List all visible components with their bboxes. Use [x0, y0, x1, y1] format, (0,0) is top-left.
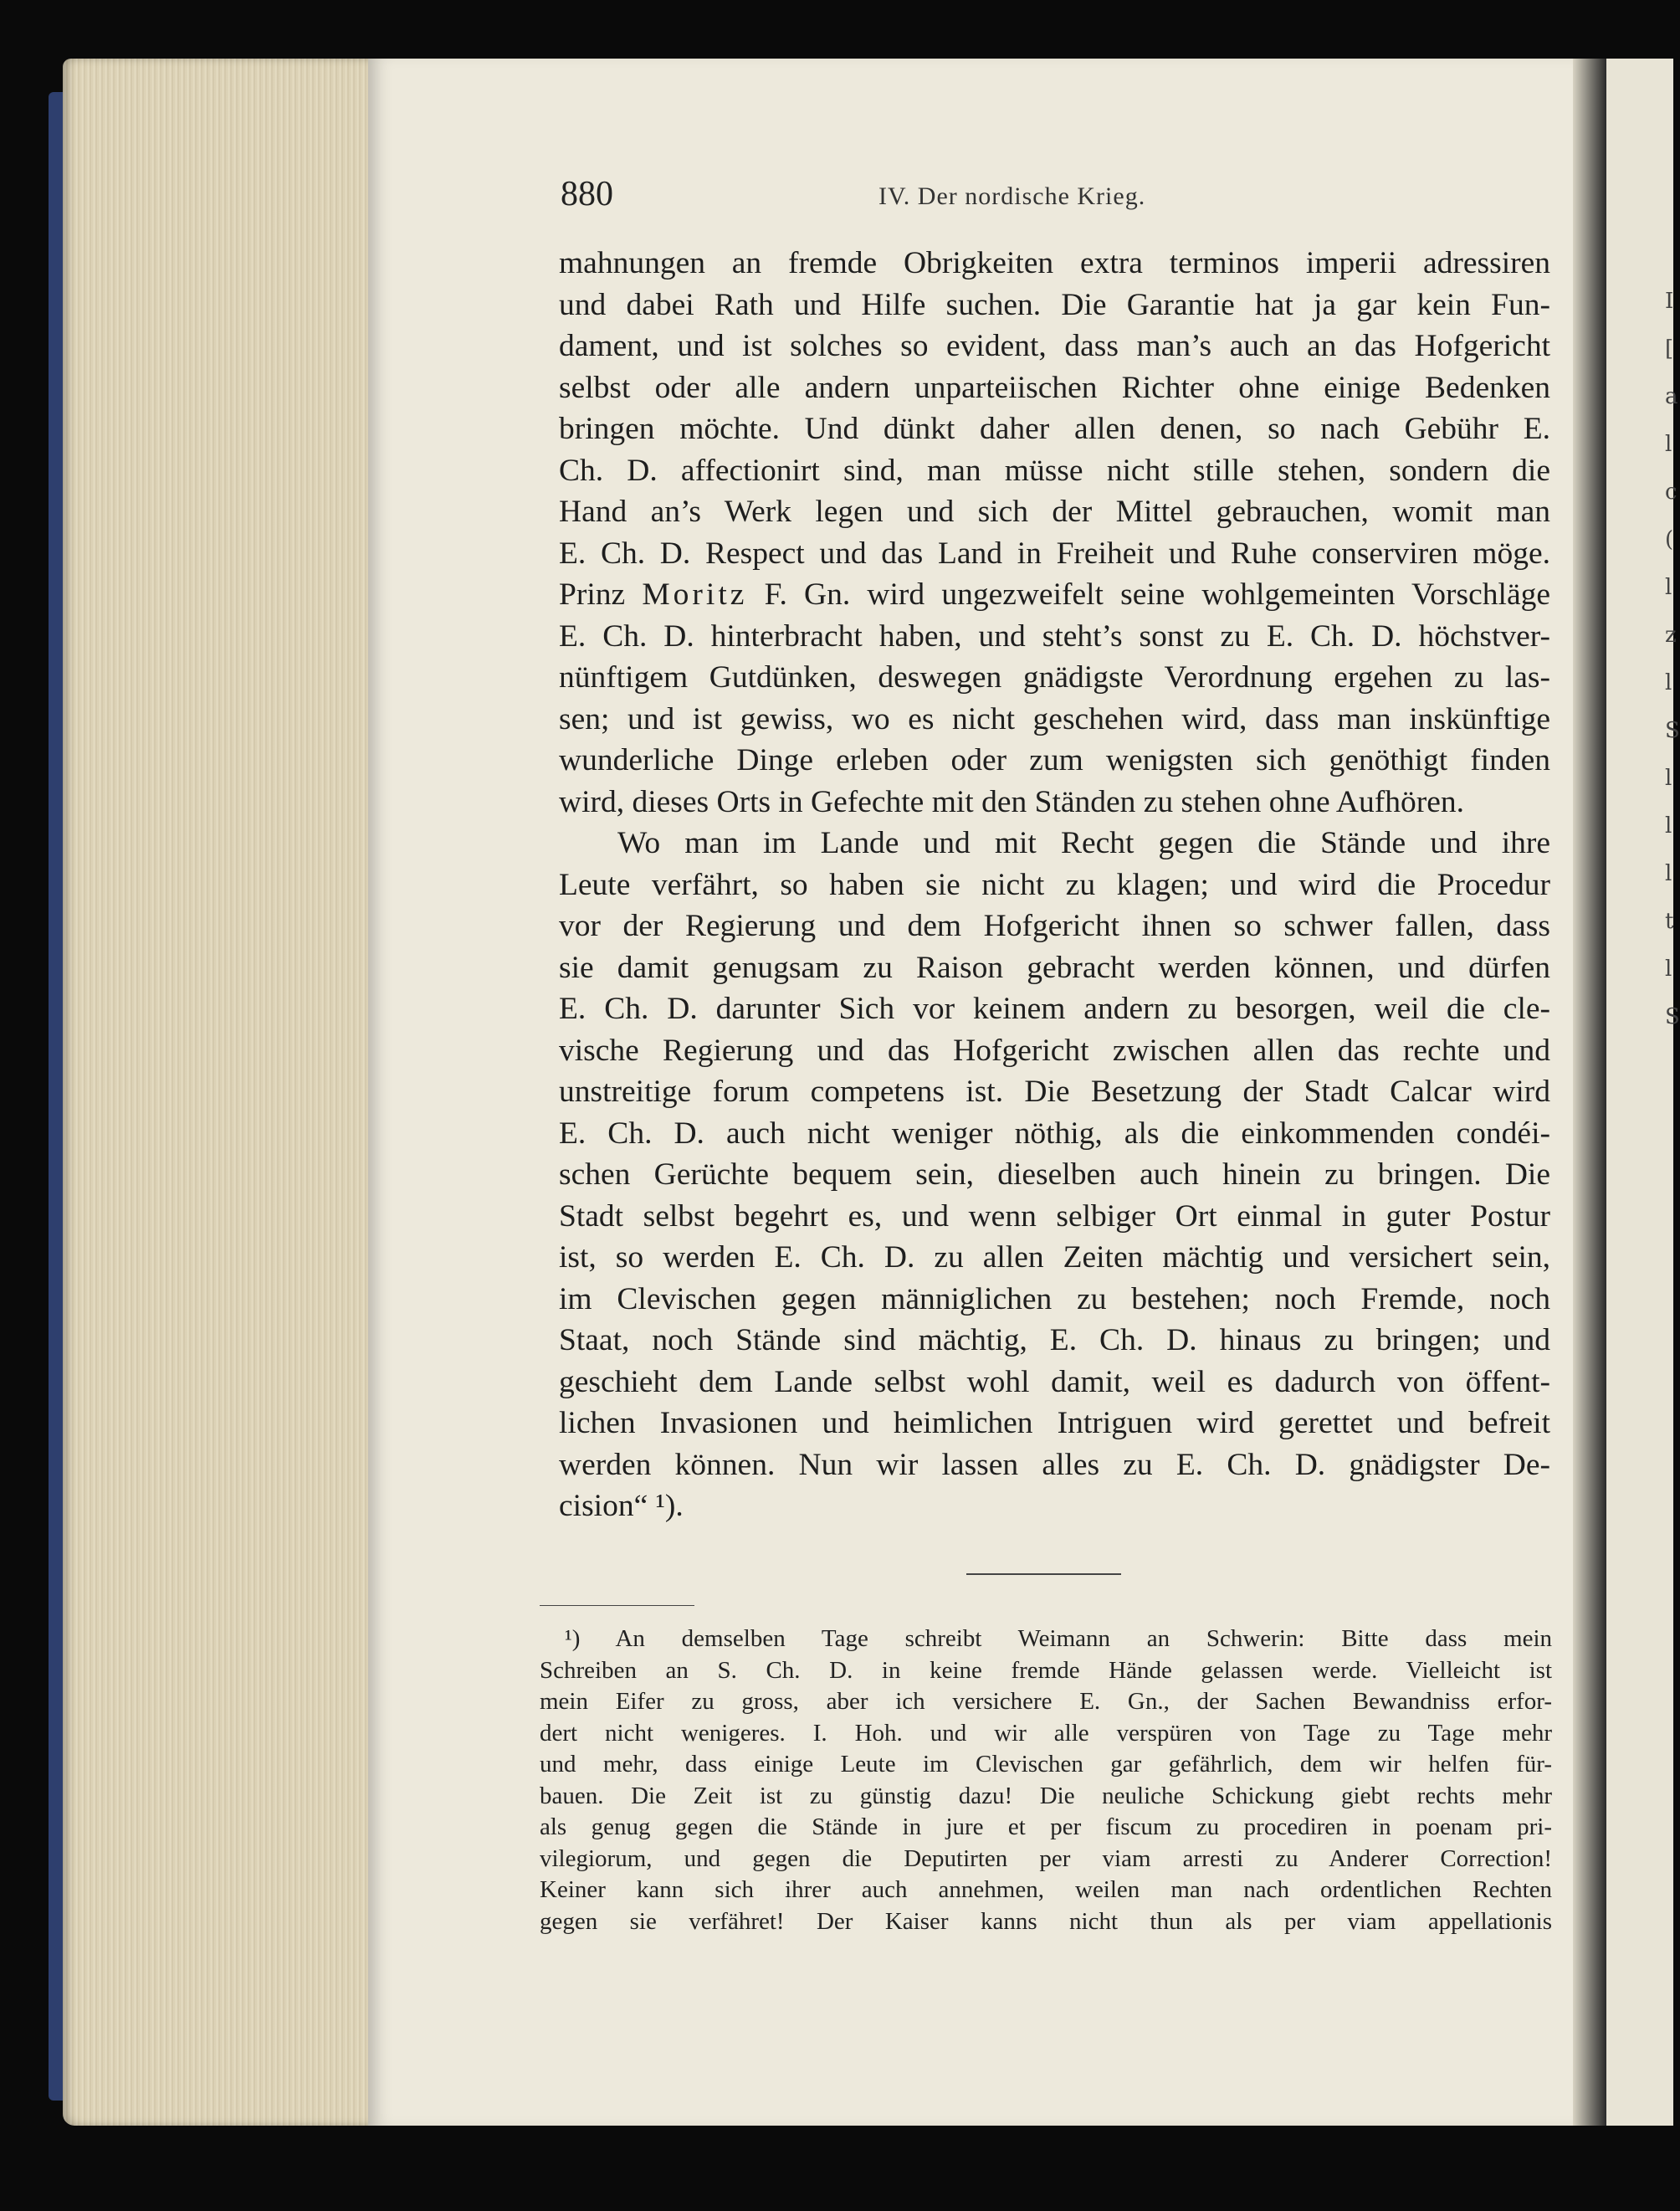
footnote-line: als genug gegen die Stände in jure et per fiscum zu procediren in poenam pri-	[540, 1813, 1552, 1840]
text-line: unstreitige forum competens ist. Die Besetzung der Stadt Calcar wird	[559, 1075, 1550, 1109]
text-line: Stadt selbst begehrt es, und wenn selbiger Ort einmal in guter Postur	[559, 1198, 1550, 1234]
facing-page-letter: t	[1665, 909, 1674, 934]
page-block-edges	[63, 59, 389, 2126]
facing-page-letter: c	[1665, 480, 1677, 505]
page-number: 880	[561, 175, 613, 213]
footnote-line: Keiner kann sich ihrer auch annehmen, weilen man nach ordentlichen Rechten	[540, 1876, 1552, 1903]
text-line-rest: F. Gn. wird ungezweifelt seine wohlgemeinten Vorschläge	[764, 577, 1550, 612]
text-line: cision“ ¹).	[559, 1489, 684, 1523]
text-line	[559, 574, 1550, 616]
text-line: E. Ch. D. Respect und das Land in Freiheit und Ruhe conserviren möge.	[559, 536, 1550, 571]
text-line: Ch. D. affectionirt sind, man müsse nicht stille stehen, sondern die	[559, 453, 1550, 488]
text-line: schen Gerüchte bequem sein, dieselben auch hinein zu bringen. Die	[559, 1157, 1550, 1192]
footnote-line: Schreiben an S. Ch. D. in keine fremde Hände gelassen werde. Vielleicht ist	[540, 1656, 1552, 1684]
text-line: ist, so werden E. Ch. D. zu allen Zeiten mächtig und versichert sein,	[559, 1240, 1550, 1275]
text-line: geschieht dem Lande selbst wohl damit, weil es dadurch von öffent-	[559, 1364, 1550, 1399]
text-line: Hand an’s Werk legen und sich der Mittel gebrauchen, womit man	[559, 495, 1550, 529]
running-head	[561, 174, 1481, 224]
text-line: Staat, noch Stände sind mächtig, E. Ch. D. hinaus zu bringen; und	[559, 1323, 1550, 1357]
text-line: mahnungen an fremde Obrigkeiten extra terminos imperii adressiren	[559, 246, 1550, 280]
facing-page-letter: S	[1665, 1004, 1680, 1029]
facing-page-letter: I	[1665, 289, 1674, 314]
facing-page-letter: l	[1665, 670, 1672, 695]
text-line: und dabei Rath und Hilfe suchen. Die Garantie hat ja gar kein Fun-	[559, 287, 1550, 322]
text-line: dament, und ist solches so evident, dass man’s auch an das Hofgericht	[559, 329, 1550, 363]
facing-page-letter: l	[1665, 861, 1672, 886]
footnote-line: mein Eifer zu gross, aber ich versichere E. Gn., der Sachen Bewandniss erfor-	[540, 1688, 1552, 1715]
footnote-line: ¹) An demselben Tage schreibt Weimann an Schwerin: Bitte dass mein	[565, 1625, 1552, 1652]
prinz-name: Moritz	[642, 577, 748, 612]
footnote-line: dert nicht wenigeres. I. Hoh. und wir alle verspüren von Tage zu Tage mehr	[540, 1719, 1552, 1747]
footnote-separator	[540, 1605, 694, 1606]
footnote-line: gegen sie verfähret! Der Kaiser kanns nicht thun als per viam appellationis	[540, 1907, 1552, 1935]
facing-page-letter: l	[1665, 432, 1672, 457]
text-line: nünftigem Gutdünken, deswegen gnädigste Verordnung ergehen zu las-	[559, 660, 1550, 695]
prinz-prefix: Prinz	[559, 577, 643, 612]
facing-page-letter: S	[1665, 718, 1680, 743]
section-end-rule	[966, 1573, 1121, 1575]
text-line: bringen möchte. Und dünkt daher allen denen, so nach Gebühr E.	[559, 412, 1550, 446]
text-line: wunderliche Dinge erleben oder zum wenigsten sich genöthigt finden	[559, 743, 1550, 777]
facing-page-letter: a	[1665, 384, 1678, 409]
facing-page-letter: l	[1665, 575, 1672, 600]
text-line: selbst oder alle andern unparteiischen Richter ohne einige Bedenken	[559, 370, 1550, 405]
text-line: Wo man im Lande und mit Recht gegen die Stände und ihre	[617, 826, 1550, 860]
facing-page-letter: z	[1665, 623, 1677, 648]
text-line: E. Ch. D. hinterbracht haben, und steht’s sonst zu E. Ch. D. höchstver-	[559, 618, 1550, 654]
text-line: vische Regierung und das Hofgericht zwischen allen das rechte und	[559, 1033, 1550, 1068]
facing-page-letter: l	[1665, 813, 1672, 839]
footnote-line: bauen. Die Zeit ist zu günstig dazu! Die neuliche Schickung giebt rechts mehr	[540, 1782, 1552, 1809]
facing-page-letter: [	[1665, 336, 1674, 362]
footnotes	[540, 1624, 1552, 1937]
text-line: Leute verfährt, so haben sie nicht zu klagen; und wird die Procedur	[559, 867, 1550, 902]
text-line: sie damit genugsam zu Raison gebracht werden können, und dürfen	[559, 950, 1550, 985]
facing-page-letter: l	[1665, 957, 1672, 982]
facing-page-strip	[1606, 59, 1673, 2126]
text-line: vor der Regierung und dem Hofgericht ihnen so schwer fallen, dass	[559, 909, 1550, 943]
text-line: sen; und ist gewiss, wo es nicht geschehen wird, dass man inskünftige	[559, 701, 1550, 736]
main-text	[559, 243, 1550, 1527]
facing-page-letter: (	[1665, 527, 1674, 552]
running-title: IV. Der nordische Krieg.	[878, 182, 1146, 210]
footnote-line: und mehr, dass einige Leute im Clevischen gar gefährlich, dem wir helfen für-	[540, 1751, 1552, 1778]
text-line: im Clevischen gegen männiglichen zu bestehen; noch Fremde, noch	[559, 1281, 1550, 1316]
text-line: E. Ch. D. darunter Sich vor keinem andern zu besorgen, weil die cle-	[559, 992, 1550, 1026]
footnote-line: vilegiorum, und gegen die Deputirten per viam arresti zu Anderer Correction!	[540, 1844, 1552, 1872]
text-line: werden können. Nun wir lassen alles zu E. Ch. D. gnädigster De-	[559, 1447, 1550, 1482]
text-line: E. Ch. D. auch nicht weniger nöthig, als die einkommenden condéi-	[559, 1116, 1550, 1151]
text-line: wird, dieses Orts in Gefechte mit den Ständen zu stehen ohne Aufhören.	[559, 784, 1465, 819]
text-line: lichen Invasionen und heimlichen Intriguen wird gerettet und befreit	[559, 1406, 1550, 1440]
gutter-shadow	[1573, 59, 1606, 2126]
facing-page-letter: l	[1665, 766, 1672, 791]
